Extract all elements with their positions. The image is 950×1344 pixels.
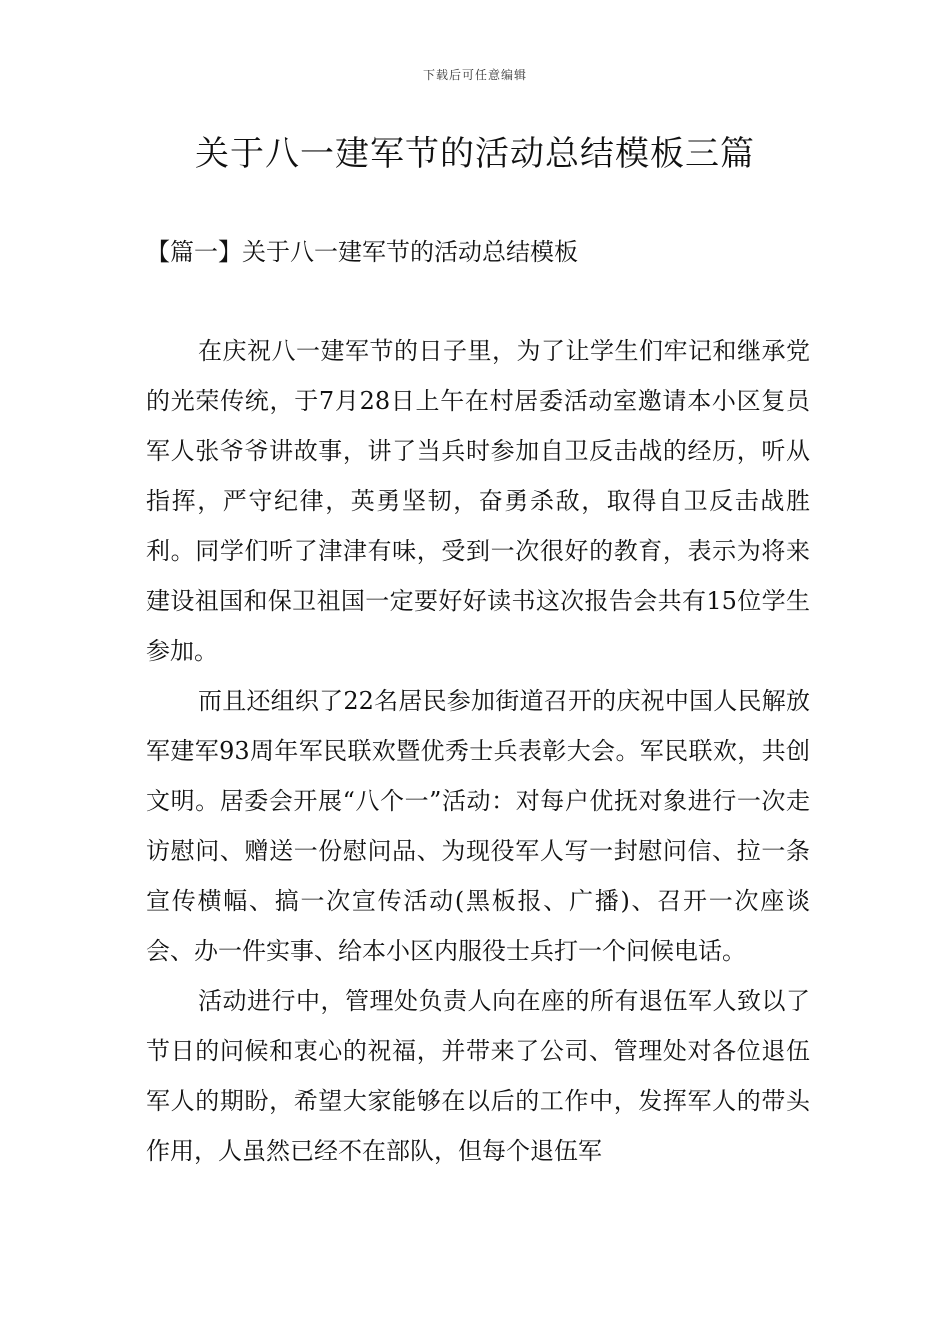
document-title: 关于八一建军节的活动总结模板三篇 (195, 134, 755, 174)
header-note: 下载后可任意编辑 (422, 68, 527, 82)
paragraph-3: 活动进行中，管理处负责人向在座的所有退伍军人致以了节日的问候和衷心的祝福，并带来了公司、管理处对各位退伍军人的期盼，希望大家能够在以后的工作中，发挥军人的带头作用，人虽然已经不在部队，但每个退伍军 (146, 987, 810, 1165)
paragraph-2: 而且还组织了22名居民参加街道召开的庆祝中国人民解放军建军93周年军民联欢暨优秀士兵表彰大会。军民联欢，共创文明。居委会开展“八个一”活动：对每户优抚对象进行一次走访慰问、赠送一份慰问品、为现役军人写一封慰问信、拉一条宣传横幅、搞一次宣传活动(黑板报、广播)、召开一次座谈会、办一件实事、给本小区内服役士兵打一个问候电话。 (146, 687, 810, 965)
section-heading: 【篇一】关于八一建军节的活动总结模板 (146, 238, 578, 266)
document-body (146, 326, 810, 1176)
paragraph-1: 在庆祝八一建军节的日子里，为了让学生们牢记和继承党的光荣传统，于7月28日上午在村居委活动室邀请本小区复员军人张爷爷讲故事，讲了当兵时参加自卫反击战的经历，听从指挥，严守纪律，英勇坚韧，奋勇杀敌，取得自卫反击战胜利。同学们听了津津有味，受到一次很好的教育，表示为将来建设祖国和保卫祖国一定要好好读书这次报告会共有15位学生参加。 (146, 337, 810, 665)
